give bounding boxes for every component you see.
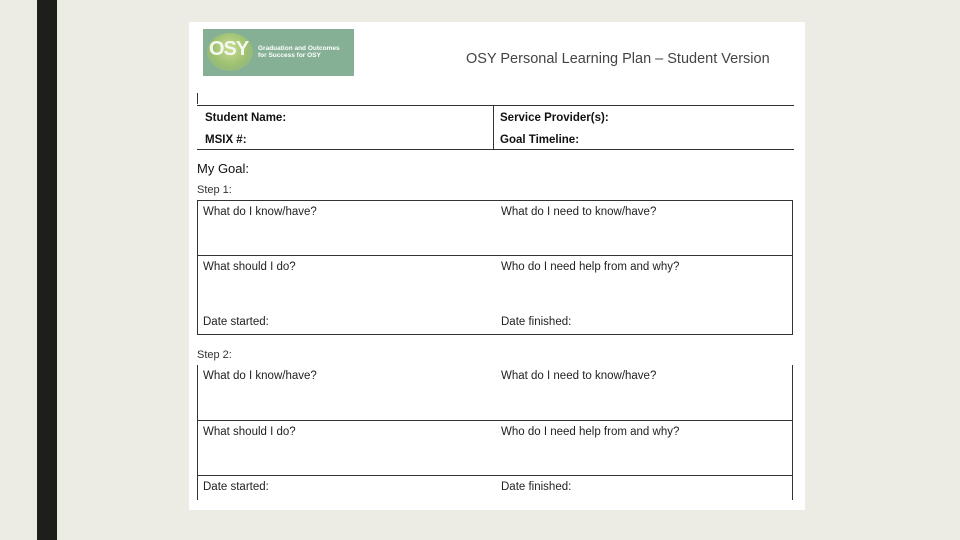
text-cursor (197, 93, 198, 104)
step-1-need-to-know: What do I need to know/have? (501, 206, 657, 218)
osy-logo (203, 29, 354, 76)
slide-accent-bar (37, 0, 57, 540)
service-providers-label: Service Provider(s): (500, 112, 609, 124)
logo-tagline: Graduation and Outcomes for Success for OSY (258, 45, 340, 59)
step-1-date-finished: Date finished: (501, 316, 572, 328)
my-goal-label: My Goal: (197, 161, 250, 176)
step-2-help-from: Who do I need help from and why? (501, 426, 680, 438)
step-1-label: Step 1: (197, 184, 232, 196)
header-table-bottom-border (197, 149, 794, 150)
student-name-label: Student Name: (205, 112, 287, 124)
header-table-divider (493, 105, 494, 149)
step-2-left-border (197, 365, 198, 500)
step-2-should-do: What should I do? (203, 426, 296, 438)
step-2-date-finished: Date finished: (501, 481, 572, 493)
step-2-row-divider-1 (197, 420, 793, 421)
step-1-row-divider (197, 255, 793, 256)
logo-wordmark: OSY (209, 38, 249, 60)
document-title: OSY Personal Learning Plan – Student Version (466, 51, 770, 67)
step-1-date-started: Date started: (203, 316, 269, 328)
step-1-should-do: What should I do? (203, 261, 296, 273)
step-1-help-from: Who do I need help from and why? (501, 261, 680, 273)
msix-label: MSIX #: (205, 134, 247, 146)
step-2-label: Step 2: (197, 349, 232, 361)
header-table-top-border (197, 105, 794, 106)
document-page (189, 22, 805, 510)
goal-timeline-label: Goal Timeline: (500, 134, 580, 146)
step-2-date-started: Date started: (203, 481, 269, 493)
step-1-know-have: What do I know/have? (203, 206, 317, 218)
step-2-row-divider-2 (197, 475, 793, 476)
step-2-know-have: What do I know/have? (203, 370, 317, 382)
step-2-right-border (792, 365, 793, 500)
step-2-need-to-know: What do I need to know/have? (501, 370, 657, 382)
